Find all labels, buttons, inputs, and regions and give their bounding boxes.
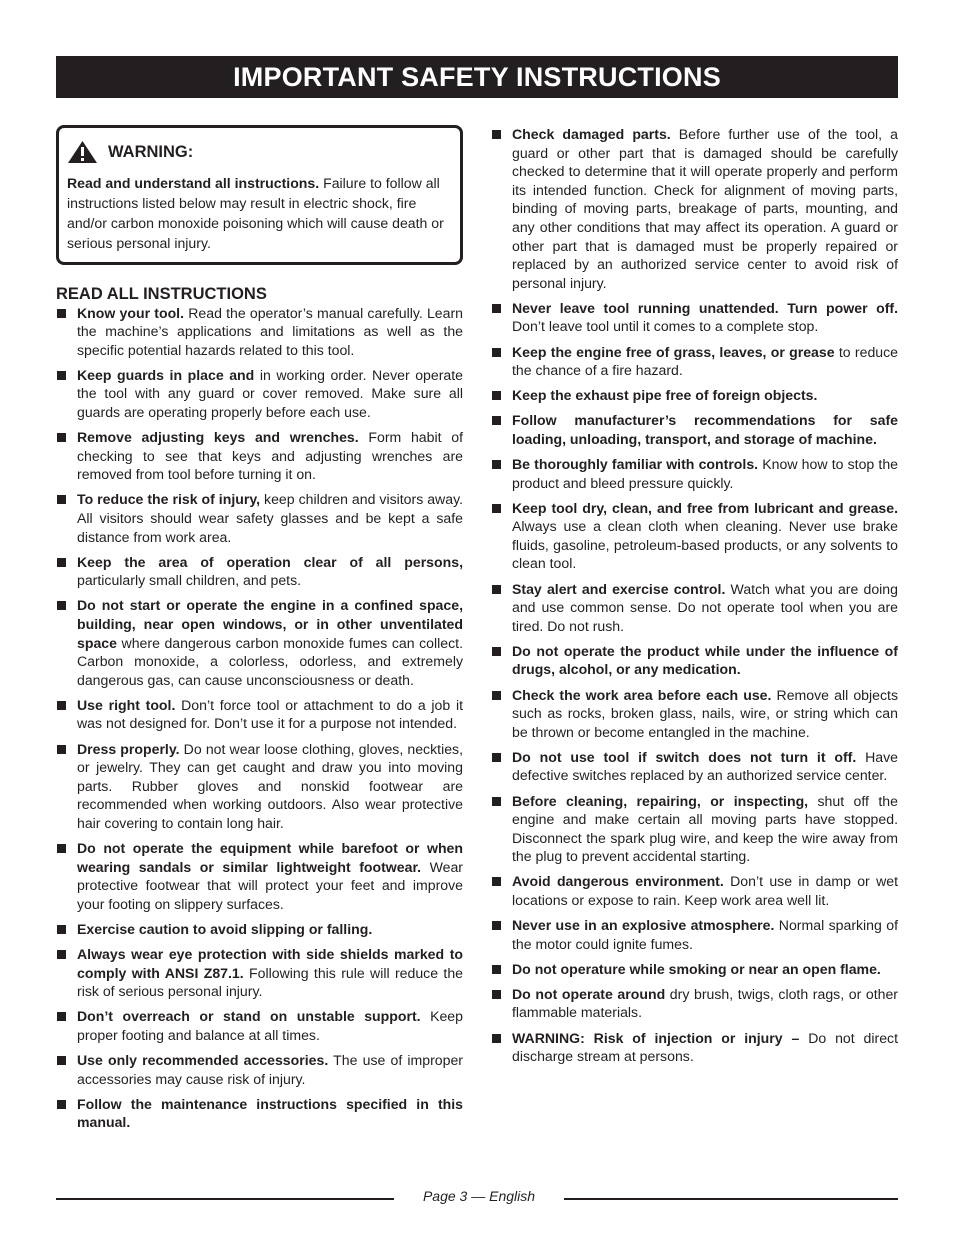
- instruction-bold-text: Avoid dangerous environment.: [512, 873, 724, 890]
- instruction-bold-text: Do not operate the product while under the influence of drugs, alcohol, or any medication.: [512, 642, 898, 678]
- instruction-item: [491, 580, 898, 636]
- instruction-item: [491, 411, 898, 448]
- instruction-item: [56, 553, 463, 590]
- warning-heading-text: WARNING:: [108, 142, 194, 161]
- instruction-item: [56, 304, 463, 360]
- instruction-text: Have defective switches replaced by an authorized service center.: [512, 748, 898, 784]
- instruction-item: [491, 642, 898, 679]
- instruction-item: [491, 343, 898, 380]
- instruction-bold-text: Remove adjusting keys and wrenches.: [77, 429, 359, 446]
- instruction-text: where dangerous carbon monoxide fumes can collect. Carbon monoxide, a colorless, odorless, and extremely dangerous gas, can cause unconsciousness or death.: [77, 634, 463, 688]
- footer-rule-left: [56, 1198, 394, 1200]
- instruction-item: [56, 1051, 463, 1088]
- instruction-item: [56, 1007, 463, 1044]
- instruction-bold-text: Never leave tool running unattended. Turn power off.: [512, 299, 898, 316]
- instruction-text: Don’t leave tool until it comes to a complete stop.: [512, 318, 819, 335]
- instruction-item: [56, 490, 463, 546]
- warning-text: [67, 173, 452, 253]
- instruction-item: [56, 428, 463, 484]
- instruction-bold-text: Keep the area of operation clear of all persons,: [77, 553, 463, 570]
- instruction-item: [491, 792, 898, 866]
- instruction-bold-text: Exercise caution to avoid slipping or falling.: [77, 920, 373, 937]
- instruction-text: Following this rule will reduce the risk of serious personal injury.: [77, 964, 464, 1000]
- instruction-bold-text: Dress properly.: [77, 740, 180, 757]
- instruction-text: Don’t force tool or attachment to do a job it was not designed for. Don’t use it for a purpose not intended.: [77, 696, 463, 732]
- instruction-bold-text: Do not operate around: [512, 985, 666, 1002]
- instruction-item: [491, 386, 898, 405]
- right-instruction-list: [491, 125, 898, 1066]
- instruction-text: keep children and visitors away. All visitors should wear safety glasses and be kept a safe distance from work area.: [77, 491, 463, 545]
- instruction-item: [56, 1095, 463, 1132]
- left-column: [56, 125, 463, 1138]
- instruction-bold-text: Check damaged parts.: [512, 126, 671, 142]
- footer-rule-right: [564, 1198, 898, 1200]
- instruction-text: Before further use of the tool, a guard or other part that is damaged should be carefully checked to determine that it will operate properly and perform its intended function. Check for alignment of moving parts, binding of moving parts, breakage of parts, mounting, and any other conditions that may affect its operation. A guard or other part that is damaged must be properly repaired or replaced by an authorized service center to avoid risk of personal injury.: [512, 126, 898, 291]
- instruction-item: [491, 748, 898, 785]
- instruction-bold-text: Keep the exhaust pipe free of foreign objects.: [512, 387, 818, 404]
- instruction-item: [56, 366, 463, 422]
- instruction-text: Don’t use in damp or wet locations or expose to rain. Keep work area well lit.: [512, 873, 898, 908]
- left-instruction-list: [56, 304, 463, 1132]
- instruction-bold-text: Do not use tool if switch does not turn it off.: [512, 748, 857, 765]
- warning-heading: [67, 140, 452, 164]
- warning-bold-text: Read and understand all instructions.: [67, 175, 320, 191]
- instruction-text: The use of improper accessories may cause risk of injury.: [77, 1051, 463, 1087]
- instruction-text: Keep proper footing and balance at all times.: [77, 1008, 463, 1043]
- instruction-item: [56, 596, 463, 689]
- instruction-bold-text: Keep tool dry, clean, and free from lubricant and grease.: [512, 499, 898, 516]
- instruction-text: Remove all objects such as rocks, broken glass, nails, wire, or string which can be thrown or become entangled in the machine.: [512, 686, 898, 740]
- instruction-bold-text: Use right tool.: [77, 696, 176, 713]
- instruction-text: Do not wear loose clothing, gloves, neckties, or jewelry. They can get caught and draw you into moving parts. Rubber gloves and nonskid footwear are recommended when working outdoors. Also wear protective hair covering to contain long hair.: [77, 740, 463, 831]
- instruction-text: to reduce the chance of a fire hazard.: [512, 343, 899, 379]
- instruction-text: in working order. Never operate the tool with any guard or cover removed. Make sure all guards are operating properly before each use.: [77, 366, 463, 421]
- instruction-bold-text: Use only recommended accessories.: [77, 1051, 329, 1068]
- instruction-bold-text: Do not start or operate the engine in a confined space, building, near open windows, or in other unventilated space: [77, 597, 463, 651]
- instruction-item: [56, 740, 463, 833]
- instruction-item: [56, 696, 463, 733]
- instruction-bold-text: Don’t overreach or stand on unstable support.: [77, 1008, 421, 1025]
- instruction-item: [491, 455, 898, 492]
- instruction-item: [491, 299, 898, 336]
- instruction-text: particularly small children, and pets.: [77, 572, 302, 589]
- instruction-bold-text: Know your tool.: [77, 304, 185, 321]
- instruction-item: [56, 920, 463, 939]
- instruction-item: [56, 839, 463, 913]
- instruction-bold-text: Never use in an explosive atmosphere.: [512, 917, 775, 934]
- instruction-item: [491, 1029, 898, 1066]
- section-heading: READ ALL INSTRUCTIONS: [56, 285, 267, 303]
- instruction-item: [491, 872, 898, 909]
- instruction-bold-text: Do not operate the equipment while barefoot or when wearing sandals or similar lightweight footwear.: [77, 840, 463, 875]
- instruction-item: [491, 686, 898, 742]
- instruction-bold-text: Be thoroughly familiar with controls.: [512, 456, 759, 472]
- instruction-text: Always use a clean cloth when cleaning. Never use brake fluids, gasoline, petroleum-based products, or any solvents to clean tool.: [512, 518, 898, 572]
- instruction-text: Read the operator’s manual carefully. Learn the machine’s applications and limitations as well as the specific potential hazards related to this tool.: [77, 304, 463, 358]
- instruction-item: [491, 916, 898, 953]
- right-column: [491, 125, 898, 1072]
- instruction-item: [491, 985, 898, 1022]
- instruction-bold-text: Do not operature while smoking or near an open flame.: [512, 960, 881, 977]
- instruction-text: Know how to stop the product and bleed pressure quickly.: [512, 456, 898, 491]
- instruction-item: [491, 499, 898, 573]
- instruction-bold-text: Check the work area before each use.: [512, 686, 772, 703]
- instruction-bold-text: Follow the maintenance instructions specified in this manual.: [77, 1095, 463, 1131]
- instruction-bold-text: Keep the engine free of grass, leaves, or grease: [512, 343, 835, 360]
- instruction-text: Watch what you are doing and use common sense. Do not operate tool when you are tired. Do not rush.: [512, 580, 898, 634]
- instruction-bold-text: Before cleaning, repairing, or inspecting,: [512, 792, 809, 809]
- instruction-bold-text: Keep guards in place and: [77, 366, 255, 383]
- instruction-bold-text: WARNING: Risk of injection or injury –: [512, 1029, 800, 1046]
- warning-box: [56, 125, 463, 265]
- instruction-item: [491, 125, 898, 292]
- instruction-item: [491, 960, 898, 979]
- instruction-text: Normal sparking of the motor could ignite fumes.: [512, 917, 898, 952]
- warning-body-text: Failure to follow all instructions listed below may result in electric shock, fire and/or carbon monoxide poisoning which will cause death or serious personal injury.: [67, 175, 444, 251]
- instruction-bold-text: Always wear eye protection with side shields marked to comply with ANSI Z87.1.: [77, 946, 463, 981]
- instruction-bold-text: Follow manufacturer’s recommendations for safe loading, unloading, transport, and storage of machine.: [512, 412, 898, 447]
- instruction-item: [56, 945, 463, 1001]
- instruction-text: shut off the engine and make certain all moving parts have stopped. Disconnect the spark plug wire, and keep the wire away from the plug to prevent accidental starting.: [512, 792, 898, 865]
- instruction-text: Wear protective footwear that will protect your feet and improve your footing on slippery surfaces.: [77, 858, 463, 912]
- instruction-bold-text: Stay alert and exercise control.: [512, 580, 726, 597]
- instruction-text: Form habit of checking to see that keys and adjusting wrenches are removed from tool before turning it on.: [77, 429, 463, 483]
- page-title: IMPORTANT SAFETY INSTRUCTIONS: [56, 56, 898, 98]
- instruction-bold-text: To reduce the risk of injury,: [77, 491, 261, 508]
- warning-triangle-icon: [67, 140, 98, 164]
- instruction-text: dry brush, twigs, cloth rags, or other flammable materials.: [512, 985, 898, 1021]
- page-footer: Page 3 — English: [422, 1188, 536, 1204]
- instruction-text: Do not direct discharge stream at persons.: [512, 1029, 898, 1065]
